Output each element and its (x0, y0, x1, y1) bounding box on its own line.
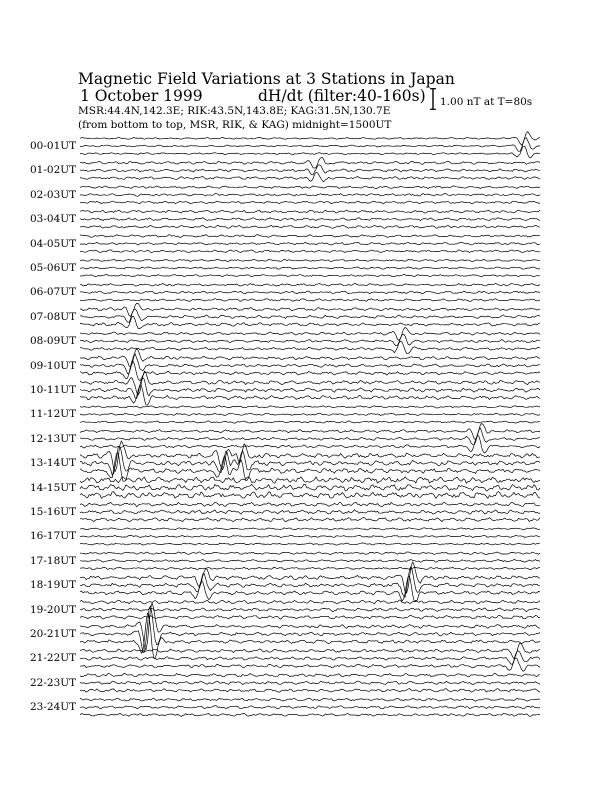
trace-rik (80, 194, 540, 197)
row-label: 16-17UT (30, 530, 77, 543)
trace-msr (80, 210, 540, 213)
trace-msr (80, 157, 540, 168)
row-label: 23-24UT (30, 701, 77, 714)
row-label: 07-08UT (30, 310, 77, 323)
row-label: 10-11UT (30, 384, 77, 396)
trace-kag (80, 567, 540, 570)
row-label: 21-22UT (30, 652, 77, 665)
row-label: 04-05UT (30, 237, 77, 250)
trace-kag (80, 361, 540, 381)
trace-msr (80, 406, 540, 408)
trace-rik (80, 291, 540, 294)
scale-bar-label: 1.00 nT at T=80s (440, 96, 533, 108)
row-label: 00-01UT (30, 140, 77, 152)
row-label: 11-12UT (30, 408, 77, 421)
row-label: 03-04UT (30, 213, 77, 226)
trace-msr (80, 327, 540, 340)
trace-kag (80, 436, 540, 453)
trace-kag (80, 225, 540, 228)
trace-kag (80, 492, 540, 499)
trace-rik (80, 681, 540, 685)
trace-kag (80, 275, 540, 277)
trace-rik (80, 218, 540, 221)
trace-msr (80, 283, 540, 286)
trace-rik (80, 566, 540, 597)
trace-rik (80, 706, 540, 709)
trace-rik (80, 334, 540, 346)
row-label: 05-06UT (30, 262, 77, 274)
trace-kag (80, 714, 540, 717)
trace-kag (80, 299, 540, 302)
trace-kag (80, 250, 540, 253)
trace-kag (80, 201, 540, 204)
trace-rik (80, 484, 540, 491)
trace-msr (80, 424, 540, 440)
trace-msr (80, 698, 540, 701)
trace-rik (80, 165, 540, 175)
row-label: 22-23UT (30, 676, 77, 689)
trace-kag (80, 421, 540, 423)
row-label: 12-13UT (30, 432, 77, 445)
trace-msr (80, 552, 540, 555)
trace-msr (80, 502, 540, 507)
trace-kag (80, 658, 540, 672)
trace-msr (80, 528, 540, 530)
trace-kag (80, 453, 540, 481)
trace-rik (80, 606, 540, 653)
trace-rik (80, 138, 540, 152)
trace-rik (80, 560, 540, 563)
trace-msr (80, 186, 540, 189)
trace-msr (80, 235, 540, 238)
row-label: 18-19UT (30, 579, 77, 592)
trace-kag (80, 689, 540, 693)
trace-rik (80, 267, 540, 269)
quantity-label: dH/dt (filter:40-160s) (258, 87, 426, 105)
trace-rik (80, 535, 540, 537)
trace-msr (80, 600, 540, 604)
trace-rik (80, 309, 540, 322)
row-label: 06-07UT (30, 286, 77, 299)
trace-msr (80, 259, 540, 261)
trace-msr (80, 132, 540, 146)
trace-kag (80, 172, 540, 181)
trace-msr (80, 371, 540, 395)
row-label: 08-09UT (30, 335, 77, 348)
trace-kag (80, 146, 540, 158)
trace-rik (80, 510, 540, 514)
row-label: 15-16UT (30, 506, 77, 518)
trace-msr (80, 477, 540, 484)
trace-rik (80, 378, 540, 399)
date-label: 1 October 1999 (80, 87, 203, 105)
trace-kag (80, 341, 540, 354)
row-label: 09-10UT (30, 359, 77, 372)
row-label: 13-14UT (30, 457, 77, 470)
trace-rik (80, 651, 540, 665)
trace-kag (80, 517, 540, 522)
trace-kag (80, 317, 540, 329)
trace-msr (80, 674, 540, 677)
trace-msr (80, 562, 540, 593)
station-order-note: (from bottom to top, MSR, RIK, & KAG) midnight=1500UT (78, 119, 392, 131)
row-label: 01-02UT (30, 164, 77, 177)
row-label: 19-20UT (30, 603, 77, 616)
trace-kag (80, 613, 540, 659)
trace-kag (80, 543, 540, 545)
station-coordinates: MSR:44.4N,142.3E; RIK:43.5N,143.8E; KAG:31.5N,130.7E (78, 105, 391, 117)
trace-msr (80, 303, 540, 316)
row-label: 14-15UT (30, 481, 77, 494)
row-label: 17-18UT (30, 554, 77, 567)
trace-msr (80, 349, 540, 368)
row-label: 02-03UT (30, 188, 77, 201)
trace-rik (80, 413, 540, 415)
trace-kag (80, 577, 540, 602)
trace-msr (80, 643, 540, 659)
chart-title: Magnetic Field Variations at 3 Stations in Japan (78, 70, 455, 88)
row-label: 20-21UT (30, 628, 77, 640)
trace-rik (80, 242, 540, 245)
